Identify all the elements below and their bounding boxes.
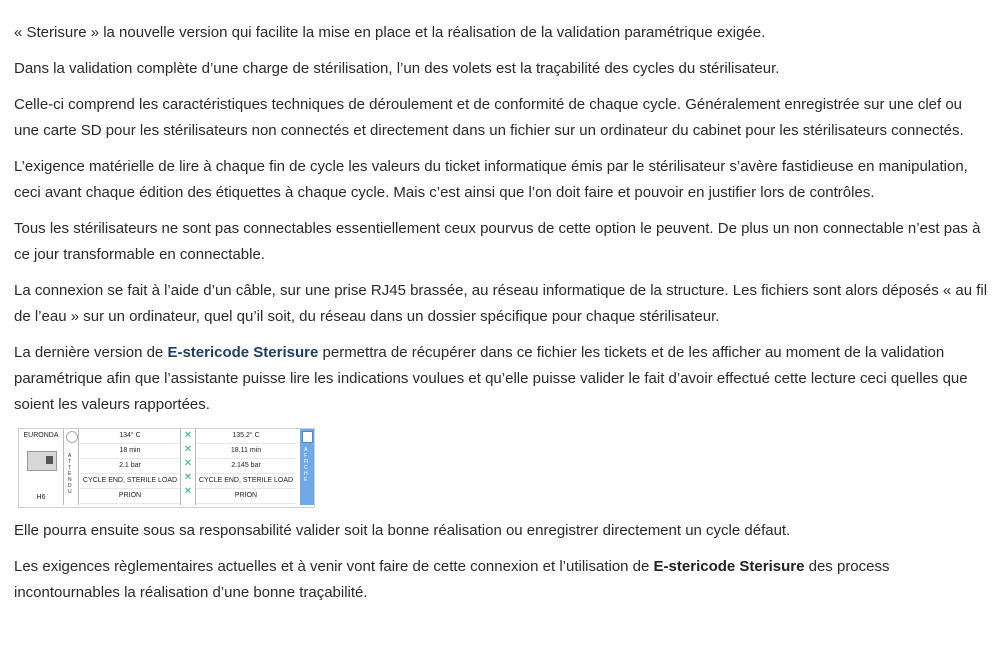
read-values (196, 429, 296, 505)
check-icon: ✕ (183, 430, 193, 441)
scroll-thumb[interactable] (302, 431, 313, 443)
attendu-label: ATTENDU (68, 453, 72, 495)
paragraph-latest-version (14, 340, 989, 418)
brand-name: E-stericode Sterisure (167, 344, 319, 361)
paragraph-connection: La connexion se fait à l’aide d’un câble, sur une prise RJ45 brassée, au réseau informatique de la structure. Les fichiers sont alors déposés « au fil de l’eau » sur un ordinateur, quel qu’il soit, du réseau dans un dossier spécifique pour chaque stérilisateur. (14, 282, 988, 325)
read-temperature: 135.2° C (196, 429, 296, 444)
paragraph-connectable: Tous les stérilisateurs ne sont pas connectables essentiellement ceux pourvus de cette option le peuvent. De plus un non connectable n’est pas à ce jour transformable en connectable. (14, 220, 981, 263)
read-pressure: 2.145 bar (196, 459, 296, 474)
paragraph-conclusion (14, 554, 989, 606)
sterilizer-brand: EURONDA (23, 432, 59, 439)
expected-column-label (64, 429, 79, 505)
text-span: permettra de récupérer dans ce fichier les tickets et de les afficher au moment de la validation paramétrique afin que l’assistante puisse lire les indications voulues et qu’elle puisse valider le fait d’avoir effectué cette lecture ceci quelles que soient les valeurs rapportées. (14, 344, 968, 413)
expected-duration: 18 min (80, 444, 180, 459)
read-duration: 18.11 min (196, 444, 296, 459)
expected-cycle: PRION (80, 489, 180, 504)
paragraph-intro: « Sterisure » la nouvelle version qui facilite la mise en place et la réalisation de la validation paramétrique exigée. (14, 24, 766, 41)
paragraph-characteristics: Celle-ci comprend les caractéristiques techniques de déroulement et de conformité de chaque cycle. Généralement enregistrée sur une clef ou une carte SD pour les stérilisateurs non connectés et directement dans un fichier sur un ordinateur du cabinet pour les stérilisateurs connectés. (14, 96, 964, 139)
expected-status: CYCLE END, STERILE LOAD (80, 474, 180, 489)
sterilizer-panel (19, 429, 64, 505)
brand-name: E-stericode Sterisure (653, 558, 805, 575)
sterilizer-ticket-image (18, 428, 315, 508)
expected-temperature: 134° C (80, 429, 180, 444)
read-status: CYCLE END, STERILE LOAD (196, 474, 296, 489)
check-icon: ✕ (183, 444, 193, 455)
check-icon: ✕ (183, 472, 193, 483)
gear-icon (66, 431, 78, 443)
check-icon: ✕ (183, 486, 193, 497)
text-span: des process incontournables la réalisation d’une bonne traçabilité. (14, 558, 890, 601)
text-span: Les exigences règlementaires actuelles et à venir vont faire de cette connexion et l’utilisation de (14, 558, 654, 575)
read-cycle: PRION (196, 489, 296, 504)
sterilizer-icon (27, 451, 57, 471)
expected-values (80, 429, 181, 505)
affiche-label: AFFICHE (304, 447, 309, 483)
paragraph-traceability: Dans la validation complète d’une charge de stérilisation, l’un des volets est la traçabilité des cycles du stérilisateur. (14, 60, 780, 77)
paragraph-validation: Elle pourra ensuite sous sa responsabilité valider soit la bonne réalisation ou enregistrer directement un cycle défaut. (14, 522, 791, 539)
paragraph-requirement: L’exigence matérielle de lire à chaque fin de cycle les valeurs du ticket informatique émis par le stérilisateur s’avère fastidieuse en manipulation, ceci avant chaque édition des étiquettes à chaque cycle. Mais c’est ainsi que l’on doit faire et pouvoir en justifier lors de contrôles. (14, 158, 968, 201)
check-icon: ✕ (183, 458, 193, 469)
scrollbar[interactable] (300, 429, 314, 505)
check-column (181, 429, 196, 505)
article-body (14, 20, 989, 616)
sterilizer-model: H6 (36, 494, 46, 501)
expected-pressure: 2.1 bar (80, 459, 180, 474)
text-span: La dernière version de (14, 344, 168, 361)
